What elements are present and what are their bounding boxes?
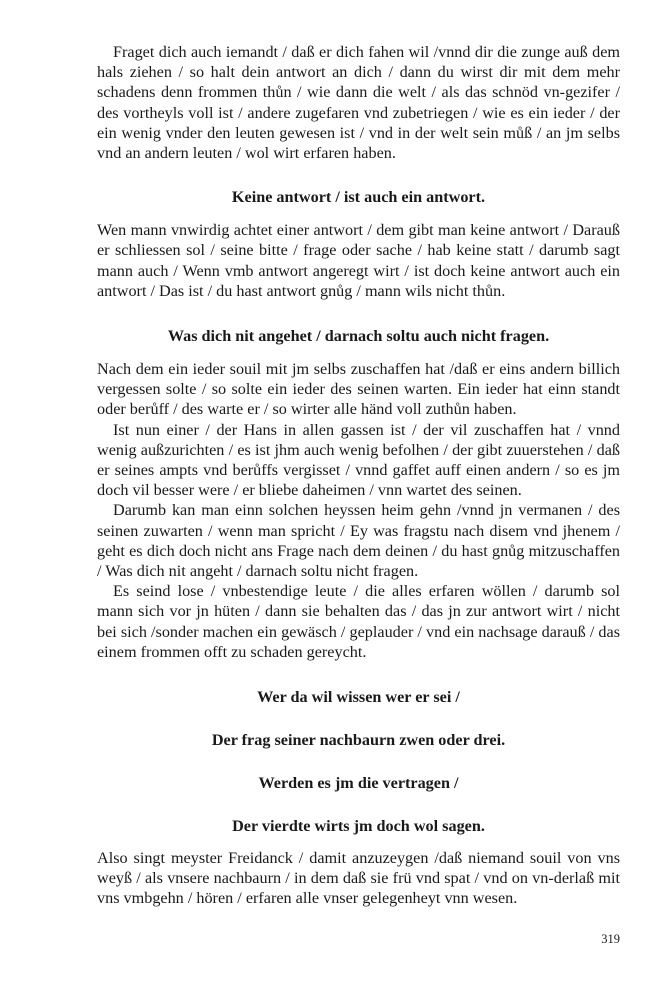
page-body bbox=[97, 36, 620, 909]
section-heading: Keine antwort / ist auch ein antwort. bbox=[231, 188, 486, 207]
verse-line: Der vierdte wirts jm doch wol sagen. bbox=[232, 817, 485, 836]
paragraph: Nach dem ein ieder souil mit jm selbs zuschaffen hat /daß er eins andern billich vergessen solte / so solte ein ieder des seinen warten. Ein ieder hat einn standt oder berůff / des warte er / so wirter alle händ voll zuthůn haben. bbox=[97, 360, 620, 419]
page-number: 319 bbox=[601, 932, 620, 946]
paragraph: Fraget dich auch iemandt / daß er dich fahen wil /vnnd dir die zunge auß dem hals ziehen / so halt dein antwort an dich / dann du wirst dir mit dem mehr schadens denn frommen thůn / wie dann die welt / als das schnöd vn-gezifer / des vortheyls voll ist / andere zugefaren vnd zubetriegen / wie es ein ieder / der ein wenig vnder den leuten gewesen ist / vnd in der welt sein můß / an jm selbs vnd an andern leuten / wol wirt erfaren haben. bbox=[97, 43, 620, 163]
paragraph: Ist nun einer / der Hans in allen gassen ist / der vil zuschaffen hat / vnnd wenig außzurichten / es ist jhm auch wenig befolhen / der gibt zuuerstehen / daß er seines ampts vnd berůffs vergisset / vnnd gaffet auff einen andern / so es jm doch vil besser were / er bliebe daheimen / vnn wartet des seinen. bbox=[97, 420, 620, 500]
section-heading: Was dich nit angehet / darnach soltu auch nicht fragen. bbox=[167, 327, 550, 346]
paragraph: Wen mann vnwirdig achtet einer antwort / dem gibt man keine antwort / Darauß er schliessen sol / seine bitte / frage oder sache / hab keine statt / darumb sagt mann auch / Wenn vmb antwort angeregt wirt / ist doch keine antwort auch ein antwort / Das ist / du hast antwort gnůg / mann wils nicht thůn. bbox=[97, 221, 620, 300]
verse-line: Der frag seiner nachbaurn zwen oder drei. bbox=[211, 731, 506, 750]
paragraph: Darumb kan man einn solchen heyssen heim gehn /vnnd jn vermanen / des seinen zuwarten / wenn man spricht / Ey was fragstu nach disem vnd jhenem / geht es dich doch nicht ans Frage nach dem deinen / du hast gnůg mitzuschaffen / Was dich nit angeht / darnach soltu nicht fragen. bbox=[97, 501, 620, 581]
verse-line: Werden es jm die vertragen / bbox=[258, 774, 459, 793]
paragraph: Es seind lose / vnbestendige leute / die alles erfaren wöllen / darumb sol mann sich vor jn hüten / dann sie behalten das / das jn zur antwort wirt / nicht bei sich /sonder machen ein gewäsch / geplauder / vnd ein nachsage darauß / das einem frommen offt zu schaden gereycht. bbox=[97, 582, 620, 661]
paragraph: Also singt meyster Freidanck / damit anzuzeygen /daß niemand souil von vns weyß / als vnsere nachbaurn / in dem daß sie frü vnd spat / vnd on vn-derlaß mit vns vmbgehn / hören / erfaren alle vnser gelegenheyt vnn wesen. bbox=[97, 849, 620, 908]
verse-line: Wer da wil wissen wer er sei / bbox=[257, 688, 460, 707]
